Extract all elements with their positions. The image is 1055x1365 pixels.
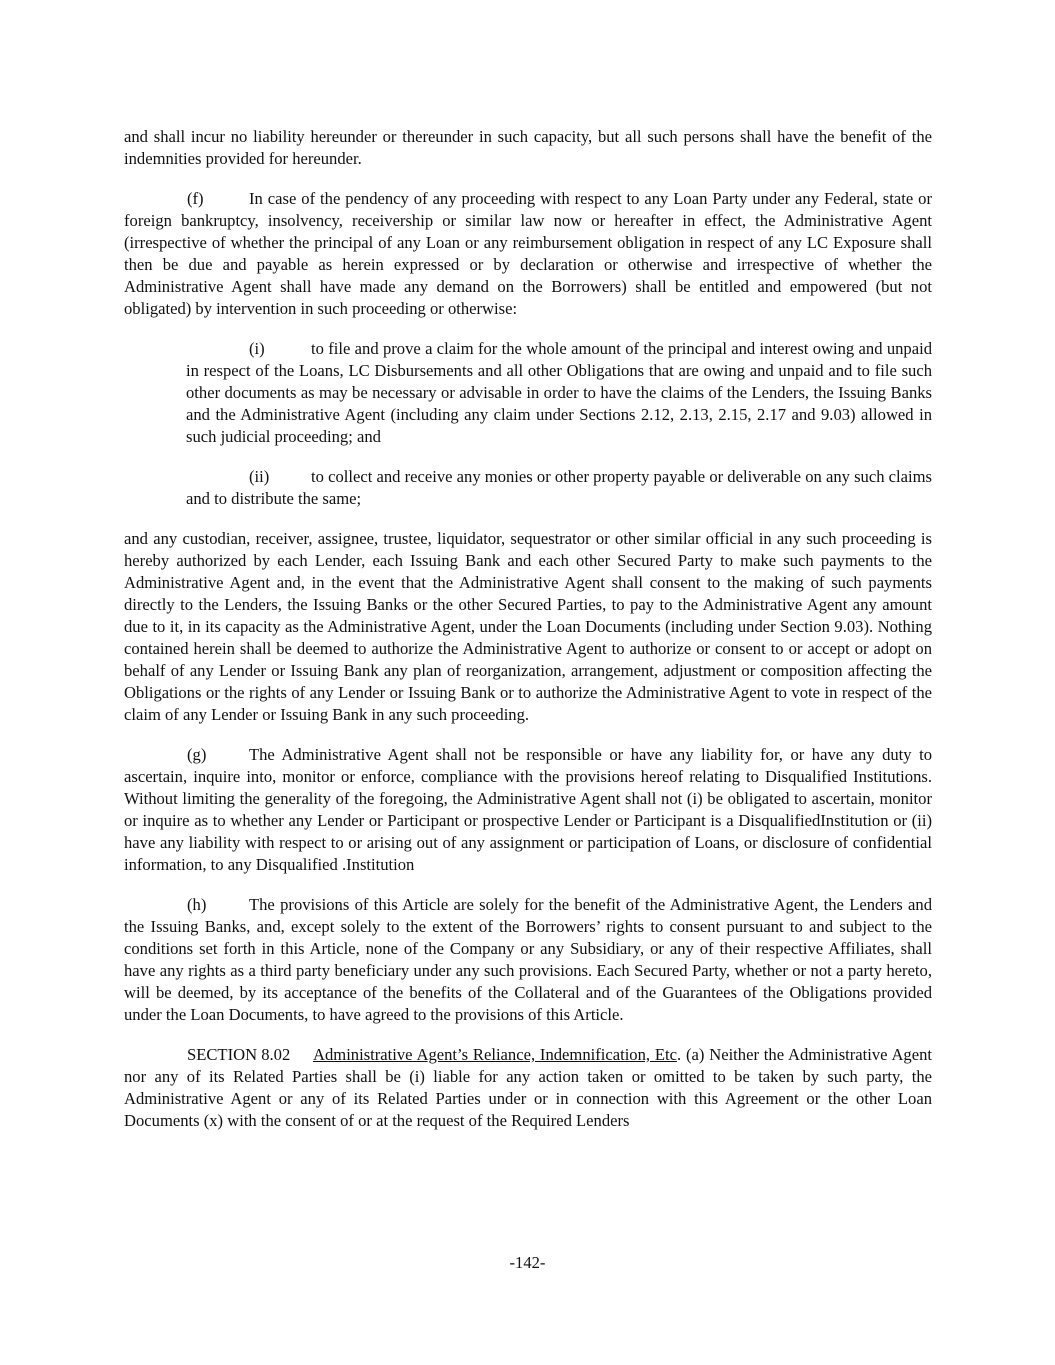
section-number: SECTION 8.02 (187, 1045, 291, 1064)
subparagraph-i-marker: (i) (249, 339, 265, 358)
subparagraph-i (186, 338, 932, 448)
subparagraph-ii-text: to collect and receive any monies or other property payable or deliverable on any such claims and to distribute the same; (186, 467, 932, 508)
paragraph-h (124, 894, 932, 1026)
subparagraph-ii (186, 466, 932, 510)
paragraph-g (124, 744, 932, 876)
section-8-02 (124, 1044, 932, 1132)
subparagraph-i-text: to file and prove a claim for the whole amount of the principal and interest owing and unpaid in respect of the Loans, LC Disbursements and all other Obligations that are owing and unpaid and to file such other documents as may be necessary or advisable in order to have the claims of the Lenders, the Issuing Banks and the Administrative Agent (including any claim under Sections 2.12, 2.13, 2.15, 2.17 and 9.03) allowed in such judicial proceeding; and (186, 339, 932, 446)
paragraph-h-text: The provisions of this Article are solely for the benefit of the Administrative Agent, the Lenders and the Issuing Banks, and, except solely to the extent of the Borrowers’ rights to consent pursuant to and subject to the conditions set forth in this Article, none of the Company or any Subsidiary, or any of their respective Affiliates, shall have any rights as a third party beneficiary under any such provisions. Each Secured Party, whether or not a party hereto, will be deemed, by its acceptance of the benefits of the Collateral and of the Guarantees of the Obligations provided under the Loan Documents, to have agreed to the provisions of this Article. (124, 895, 932, 1024)
continuation-paragraph: and shall incur no liability hereunder or thereunder in such capacity, but all such persons shall have the benefit of the indemnities provided for hereunder. (124, 127, 932, 168)
paragraph-g-marker: (g) (187, 745, 207, 764)
page-number: -142- (509, 1253, 546, 1272)
paragraph-f-text: In case of the pendency of any proceeding with respect to any Loan Party under any Federal, state or foreign bankruptcy, insolvency, receivership or similar law now or hereafter in effect, the Administrative Agent (irrespective of whether the principal of any Loan or any reimbursement obligation in respect of any LC Exposure shall then be due and payable as herein expressed or by declaration or otherwise and irrespective of whether the Administrative Agent shall have made any demand on the Borrowers) shall be entitled and empowered (but not obligated) by intervention in such proceeding or otherwise: (124, 189, 932, 318)
section-text: . (a) Neither the Administrative Agent nor any of its Related Parties shall be (i) liable for any action taken or omitted to be taken by such party, the Administrative Agent or any of its Related Parties under or in connection with this Agreement or the other Loan Documents (x) with the consent of or at the request of the Required Lenders (124, 1045, 932, 1130)
section-heading: Administrative Agent’s Reliance, Indemnification, Etc (313, 1045, 677, 1064)
document-page (124, 126, 932, 1150)
paragraph-f (124, 188, 932, 320)
paragraph-f-tail: and any custodian, receiver, assignee, trustee, liquidator, sequestrator or other similar official in any such proceeding is hereby authorized by each Lender, each Issuing Bank and each other Secured Party to make such payments to the Administrative Agent and, in the event that the Administrative Agent shall consent to the making of such payments directly to the Lenders, the Issuing Banks or the other Secured Parties, to pay to the Administrative Agent any amount due to it, in its capacity as the Administrative Agent, under the Loan Documents (including under Section 9.03). Nothing contained herein shall be deemed to authorize the Administrative Agent to authorize or consent to or accept or adopt on behalf of any Lender or Issuing Bank any plan of reorganization, arrangement, adjustment or composition affecting the Obligations or the rights of any Lender or Issuing Bank or to authorize the Administrative Agent to vote in respect of the claim of any Lender or Issuing Bank in any such proceeding. (124, 529, 932, 724)
paragraph-f-marker: (f) (187, 189, 204, 208)
subparagraph-ii-marker: (ii) (249, 467, 270, 486)
paragraph-h-marker: (h) (187, 895, 207, 914)
paragraph-g-text: The Administrative Agent shall not be responsible or have any liability for, or have any duty to ascertain, inquire into, monitor or enforce, compliance with the provisions hereof relating to Disqualified Institutions. Without limiting the generality of the foregoing, the Administrative Agent shall not (i) be obligated to ascertain, monitor or inquire as to whether any Lender or Participant or prospective Lender or Participant is a DisqualifiedInstitution or (ii) have any liability with respect to or arising out of any assignment or participation of Loans, or disclosure of confidential information, to any Disqualified .Institution (124, 745, 932, 874)
